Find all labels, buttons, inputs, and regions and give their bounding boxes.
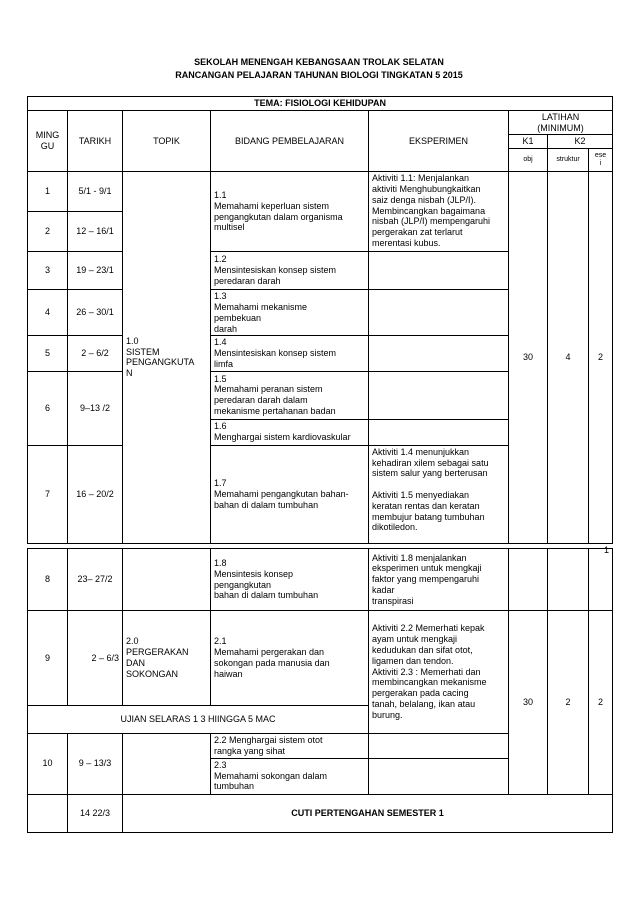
topic-cell: 2.0 PERGERAKAN DAN SOKONGAN — [123, 611, 211, 706]
table-row — [28, 172, 613, 212]
table-row — [28, 549, 613, 611]
col-obj: obj — [509, 149, 548, 172]
bidang-cell: 1.8 Mensintesis konsep pengangkutan bahan di dalam tumbuhan — [211, 549, 369, 611]
eksperimen-cell: Aktiviti 1.1: Menjalankan aktiviti Menghubungkaitkan saiz denga nisbah (JLP/I). Membincangkan bagaimana nisbah (JLP/I) mempengaruhi pergerakan zat terlarut merentasi kubus. — [369, 172, 509, 252]
bidang-cell: 1.2 Mensintesiskan konsep sistem peredaran darah — [211, 252, 369, 290]
eksperimen-cell — [369, 290, 509, 336]
eksperimen-cell: Aktiviti 1.8 menjalankan eksperimen untuk mengkaji faktor yang mempengaruhi kadar transpirasi — [369, 549, 509, 611]
cuti-date-cell: 14 22/3 — [68, 794, 123, 832]
eksperimen-cell — [369, 336, 509, 371]
ujian-selaras-cell: UJIAN SELARAS 1 3 HIINGGA 5 MAC — [28, 706, 369, 734]
date-cell: 9 – 13/3 — [68, 734, 123, 795]
table-row — [28, 611, 613, 706]
week-cell: 1 — [28, 172, 68, 212]
esei-cell — [589, 549, 613, 611]
col-latihan: LATIHAN (MINIMUM) — [509, 110, 613, 135]
plan-title: RANCANGAN PELAJARAN TAHUNAN BIOLOGI TINGKATAN 5 2015 — [175, 70, 463, 80]
struktur-value: 2 — [548, 611, 589, 795]
week-cell: 7 — [28, 445, 68, 543]
eksperimen-cell — [369, 419, 509, 445]
page-number: 1 — [604, 545, 610, 555]
week-cell: 2 — [28, 212, 68, 252]
col-esei: ese i — [589, 149, 613, 172]
eksperimen-cell — [369, 371, 509, 419]
struktur-value: 4 — [548, 172, 589, 544]
struktur-cell — [548, 549, 589, 611]
col-k2: K2 — [548, 135, 613, 149]
cuti-label-cell: CUTI PERTENGAHAN SEMESTER 1 — [123, 794, 613, 832]
week-cell: 4 — [28, 290, 68, 336]
topic-cell — [123, 734, 211, 795]
col-eksperimen: EKSPERIMEN — [369, 110, 509, 171]
week-cell: 3 — [28, 252, 68, 290]
table-row — [28, 794, 613, 832]
week-cell: 9 — [28, 611, 68, 706]
theme-header: TEMA: FISIOLOGI KEHIDUPAN — [28, 97, 613, 111]
bidang-cell: 1.6 Menghargai sistem kardiovaskular — [211, 419, 369, 445]
date-cell: 2 – 6/3 — [68, 611, 123, 706]
col-bidang: BIDANG PEMBELAJARAN — [211, 110, 369, 171]
date-cell: 12 – 16/1 — [68, 212, 123, 252]
eksperimen-cell — [369, 758, 509, 794]
col-struktur: struktur — [548, 149, 589, 172]
col-minggu: MING GU — [28, 110, 68, 171]
obj-value: 30 — [509, 172, 548, 544]
esei-value: 2 — [589, 611, 613, 795]
school-name: SEKOLAH MENENGAH KEBANGSAAN TROLAK SELATAN — [194, 57, 444, 67]
date-cell: 2 – 6/2 — [68, 336, 123, 371]
date-cell: 23– 27/2 — [68, 549, 123, 611]
week-cell: 5 — [28, 336, 68, 371]
date-cell: 16 – 20/2 — [68, 445, 123, 543]
date-cell: 19 – 23/1 — [68, 252, 123, 290]
bidang-cell: 2.3 Memahami sokongan dalam tumbuhan — [211, 758, 369, 794]
topic-cell: 1.0 SISTEM PENGANGKUTA N — [123, 172, 211, 544]
col-topik: TOPIK — [123, 110, 211, 171]
bidang-cell: 1.4 Mensintesiskan konsep sistem limfa — [211, 336, 369, 371]
lesson-plan-table-2 — [27, 548, 613, 833]
date-cell: 9–13 /2 — [68, 371, 123, 445]
esei-value: 2 — [589, 172, 613, 544]
week-cell: 6 — [28, 371, 68, 445]
lesson-plan-table-1 — [27, 96, 613, 544]
col-tarikh: TARIKH — [68, 110, 123, 171]
week-cell — [28, 794, 68, 832]
bidang-cell: 1.5 Memahami peranan sistem peredaran darah dalam mekanisme pertahanan badan — [211, 371, 369, 419]
obj-cell — [509, 549, 548, 611]
week-cell: 10 — [28, 734, 68, 795]
week-cell: 8 — [28, 549, 68, 611]
eksperimen-cell — [369, 734, 509, 759]
eksperimen-cell: Aktiviti 2.2 Memerhati kepak ayam untuk mengkaji kedudukan dan sifat otot, ligamen dan tendon. Aktiviti 2.3 : Memerhati dan membincangkan mekanisme pergerakan pada cacing tanah, belalang, ikan atau burung. — [369, 611, 509, 734]
eksperimen-cell — [369, 252, 509, 290]
eksperimen-cell: Aktiviti 1.4 menunjukkan kehadiran xilem sebagai satu sistem salur yang berterusan Aktiviti 1.5 menyediakan keratan rentas dan keratan membujur batang tumbuhan dikotiledon. — [369, 445, 509, 543]
bidang-cell: 2.1 Memahami pergerakan dan sokongan pada manusia dan haiwan — [211, 611, 369, 706]
bidang-cell: 1.3 Memahami mekanisme pembekuan darah — [211, 290, 369, 336]
bidang-cell: 1.1 Memahami keperluan sistem pengangkutan dalam organisma multisel — [211, 172, 369, 252]
obj-value: 30 — [509, 611, 548, 795]
topic-cell — [123, 549, 211, 611]
col-k1: K1 — [509, 135, 548, 149]
bidang-cell: 1.7 Memahami pengangkutan bahan- bahan di dalam tumbuhan — [211, 445, 369, 543]
date-cell: 5/1 - 9/1 — [68, 172, 123, 212]
bidang-cell: 2.2 Menghargai sistem otot rangka yang sihat — [211, 734, 369, 759]
date-cell: 26 – 30/1 — [68, 290, 123, 336]
